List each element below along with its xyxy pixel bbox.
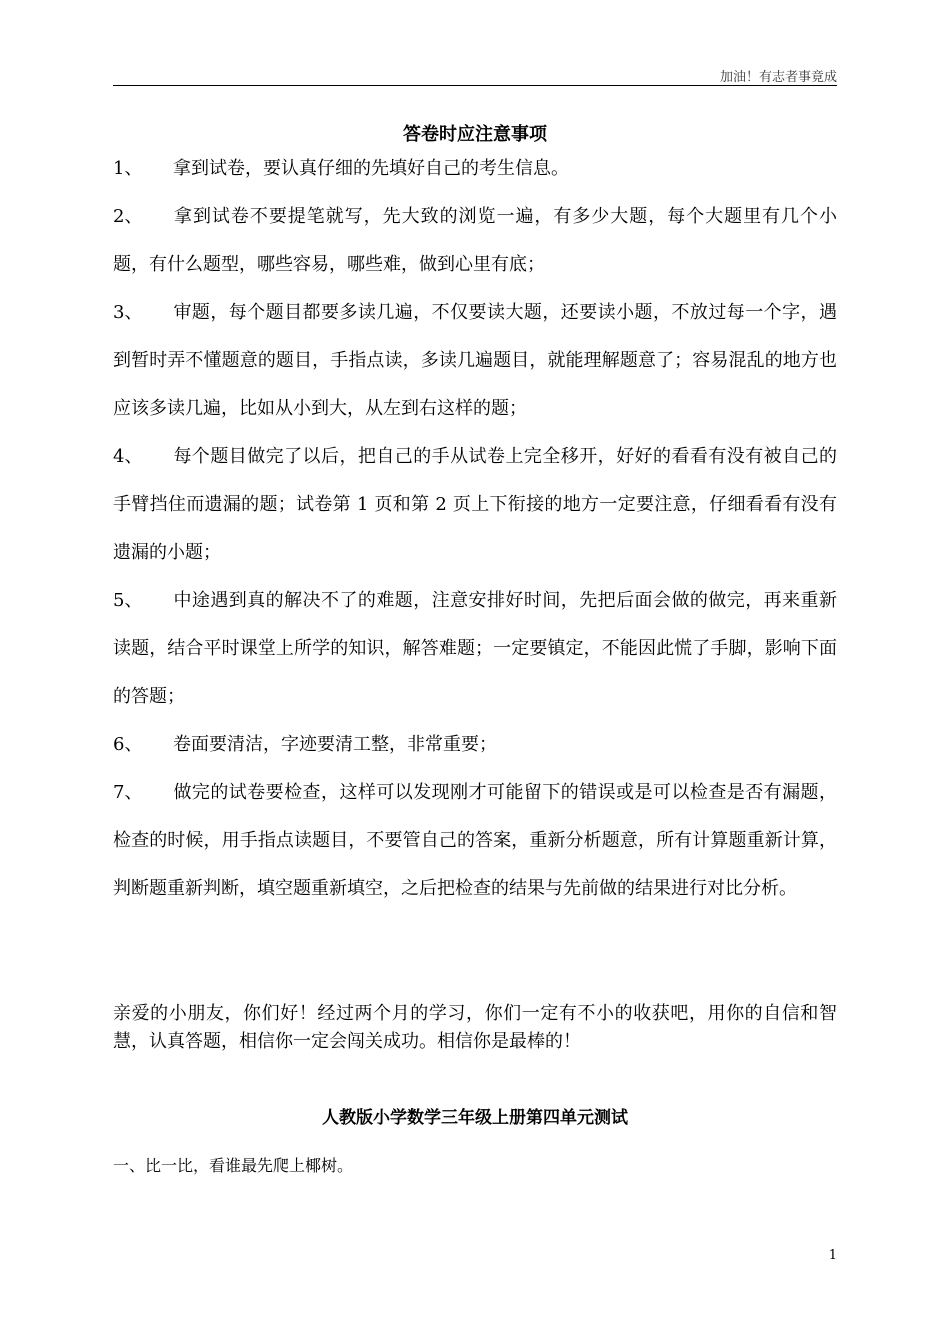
item-number: 3、: [113, 302, 143, 323]
item-text: 做完的试卷要检查，这样可以发现刚才可能留下的错误或是可以检查是否有漏题，检查的时候，用手指点读题目，不要管自己的答案，重新分析题意，所有计算题重新计算，判断题重新判断，填空题重新填空，之后把检查的结果与先前做的结果进行对比分析。: [113, 782, 837, 899]
item-number: 1、: [113, 158, 143, 179]
list-item: [113, 769, 837, 913]
page-number: 1: [828, 1248, 837, 1263]
list-item: [113, 721, 837, 769]
item-text: 拿到试卷，要认真仔细的先填好自己的考生信息。: [173, 158, 569, 179]
header-text: 加油！有志者事竟成: [719, 70, 837, 85]
item-number: 4、: [113, 446, 143, 467]
instruction-list: [113, 145, 837, 913]
item-number: 6、: [113, 734, 143, 755]
list-item: [113, 577, 837, 721]
greeting-paragraph: 亲爱的小朋友，你们好！经过两个月的学习，你们一定有不小的收获吧，用你的自信和智慧，认真答题，相信你一定会闯关成功。相信你是最棒的！: [113, 1003, 837, 1052]
item-text: 审题，每个题目都要多读几遍，不仅要读大题，还要读小题，不放过每一个字，遇到暂时弄不懂题意的题目，手指点读，多读几遍题目，就能理解题意了；容易混乱的地方也应该多读几遍，比如从小到大，从左到右这样的题；: [113, 302, 837, 419]
item-number: 7、: [113, 782, 143, 803]
test-title: 人教版小学数学三年级上册第四单元测试: [322, 1108, 628, 1128]
list-item: [113, 289, 837, 433]
list-item: [113, 145, 837, 193]
item-number: 2、: [113, 206, 143, 227]
item-text: 中途遇到真的解决不了的难题，注意安排好时间，先把后面会做的做完，再来重新读题，结合平时课堂上所学的知识，解答难题；一定要镇定，不能因此慌了手脚，影响下面的答题；: [113, 590, 837, 707]
page-title: 答卷时应注意事项: [403, 124, 547, 145]
question-heading: 一、比一比，看谁最先爬上椰树。: [113, 1156, 354, 1175]
header-rule: [113, 85, 837, 86]
item-number: 5、: [113, 590, 143, 611]
list-item: [113, 193, 837, 289]
item-text: 每个题目做完了以后，把自己的手从试卷上完全移开，好好的看看有没有被自己的手臂挡住而遗漏的题；试卷第 1 页和第 2 页上下衔接的地方一定要注意，仔细看看有没有遗漏的小题；: [113, 446, 837, 563]
item-text: 卷面要清洁，字迹要清工整，非常重要；: [173, 734, 497, 755]
item-text: 拿到试卷不要提笔就写，先大致的浏览一遍，有多少大题，每个大题里有几个小题，有什么题型，哪些容易，哪些难，做到心里有底；: [113, 206, 837, 275]
list-item: [113, 433, 837, 577]
